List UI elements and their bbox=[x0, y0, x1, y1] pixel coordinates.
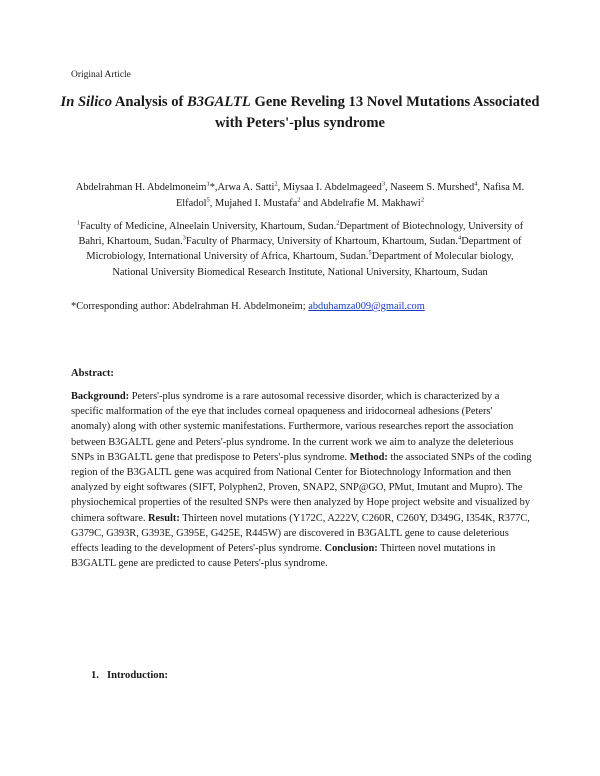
affiliation: Department of Molecular biology, National University Biomedical Research Institute, National University, Khartoum, Sudan bbox=[112, 251, 514, 278]
author-affil-sup: 3 bbox=[381, 180, 386, 188]
section-heading-introduction bbox=[91, 670, 168, 681]
author-name: Abdelrafie M. Makhawi bbox=[320, 198, 421, 209]
title-part: Analysis of bbox=[112, 94, 188, 110]
author-separator: , bbox=[385, 182, 391, 193]
affil-sup: 1 bbox=[76, 219, 81, 227]
email-link[interactable]: abduhamza009@gmail.com bbox=[308, 301, 425, 312]
affil-sup: 5 bbox=[368, 249, 372, 257]
affiliation: Department of Biotechnology, University of Bahri, Khartoum, Sudan. bbox=[78, 221, 524, 248]
corresponding-label: *Corresponding author: Abdelrahman H. Abdelmoneim; bbox=[71, 301, 309, 312]
affil-sup: 4 bbox=[457, 234, 462, 242]
title-italic-in-silico: In Silico bbox=[60, 94, 113, 110]
background-label: Background: bbox=[71, 391, 130, 402]
paper-title bbox=[60, 92, 540, 134]
section-title: Introduction: bbox=[107, 670, 169, 681]
author-affil-sup: 2 bbox=[297, 196, 301, 204]
author-affil-sup: 2 bbox=[420, 196, 425, 204]
affil-sup: 3 bbox=[182, 234, 186, 242]
result-text: Thirteen novel mutations (Y172C, A222V, C260R, C260Y, D349G, I354K, R377C, G379C, G393R, G393E, G395E, G425E, R445W) are discovered in B3GALTL gene to cause deleterious effects leading to the development of Peters'-plus syndrome. bbox=[71, 512, 530, 555]
title-italic-gene: B3GALTL bbox=[187, 94, 251, 110]
author-separator: *, bbox=[209, 182, 218, 193]
author-affil-sup: 2 bbox=[274, 180, 278, 188]
author-list bbox=[60, 180, 540, 212]
abstract-heading: Abstract: bbox=[71, 368, 114, 379]
background-text: Peters'-plus syndrome is a rare autosomal recessive disorder, which is characterized by a specific malformation of the eye that includes corneal opaqueness and iridocorneal adhesions (Peters' anomaly) along with other systemic manifestations. Furthermore, various researches report the association between B3GALTL gene and Peters'-plus syndrome. In the current work we aim to analyze the deleterious SNPs in B3GALTL gene that predispose to Peters'-plus syndrome. bbox=[71, 391, 514, 463]
author-separator: and bbox=[300, 198, 321, 209]
author-affil-sup: 4 bbox=[474, 180, 478, 188]
section-number: 1. bbox=[91, 670, 99, 681]
title-part: Gene Reveling 13 Novel Mutations Associated with Peters'-plus syndrome bbox=[215, 94, 540, 131]
affiliation: Faculty of Medicine, Alneelain University, Khartoum, Sudan. bbox=[80, 221, 337, 232]
affil-sup: 2 bbox=[336, 219, 340, 227]
author-separator: , bbox=[477, 182, 483, 193]
author-affil-sup: 1 bbox=[206, 180, 210, 188]
author-separator: , bbox=[209, 198, 215, 209]
author-name: Arwa A. Satti bbox=[217, 182, 275, 193]
conclusion-label: Conclusion: bbox=[324, 543, 378, 555]
corresponding-author bbox=[71, 301, 425, 312]
method-text: the associated SNPs of the coding region of the B3GALTL gene was acquired from National Center for Biotechnology Information and then analyzed by eight softwares (SIFT, Polyphen2, Proven, SNAP2, SNP@GO, PMut, Imutant and Mupro). The physiochemical properties of the resulted SNPs were then analyzed by Hope project website and visualized by chimera software. bbox=[71, 451, 532, 524]
author-name: Naseem S. Murshed bbox=[390, 182, 475, 193]
affiliations bbox=[68, 219, 532, 280]
author-name: Miysaa I. Abdelmageed bbox=[282, 182, 382, 193]
method-label: Method: bbox=[349, 451, 388, 463]
article-type-label: Original Article bbox=[71, 70, 131, 80]
author-affil-sup: 5 bbox=[206, 196, 210, 204]
abstract-body bbox=[71, 389, 533, 571]
affiliation: Faculty of Pharmacy, University of Khartoum, Khartoum, Sudan. bbox=[185, 236, 458, 248]
author-name: Nafisa M. Elfadol bbox=[175, 182, 525, 209]
result-label: Result: bbox=[148, 512, 180, 524]
author-name: Mujahed I. Mustafa bbox=[214, 198, 298, 209]
affiliation: Department of Microbiology, International University of Africa, Khartoum, Sudan. bbox=[86, 236, 522, 263]
author-name: Abdelrahman H. Abdelmoneim bbox=[75, 182, 207, 193]
author-separator: , bbox=[277, 182, 283, 193]
conclusion-text: Thirteen novel mutations in B3GALTL gene are predicted to cause Peters'-plus syndrome. bbox=[71, 543, 496, 570]
